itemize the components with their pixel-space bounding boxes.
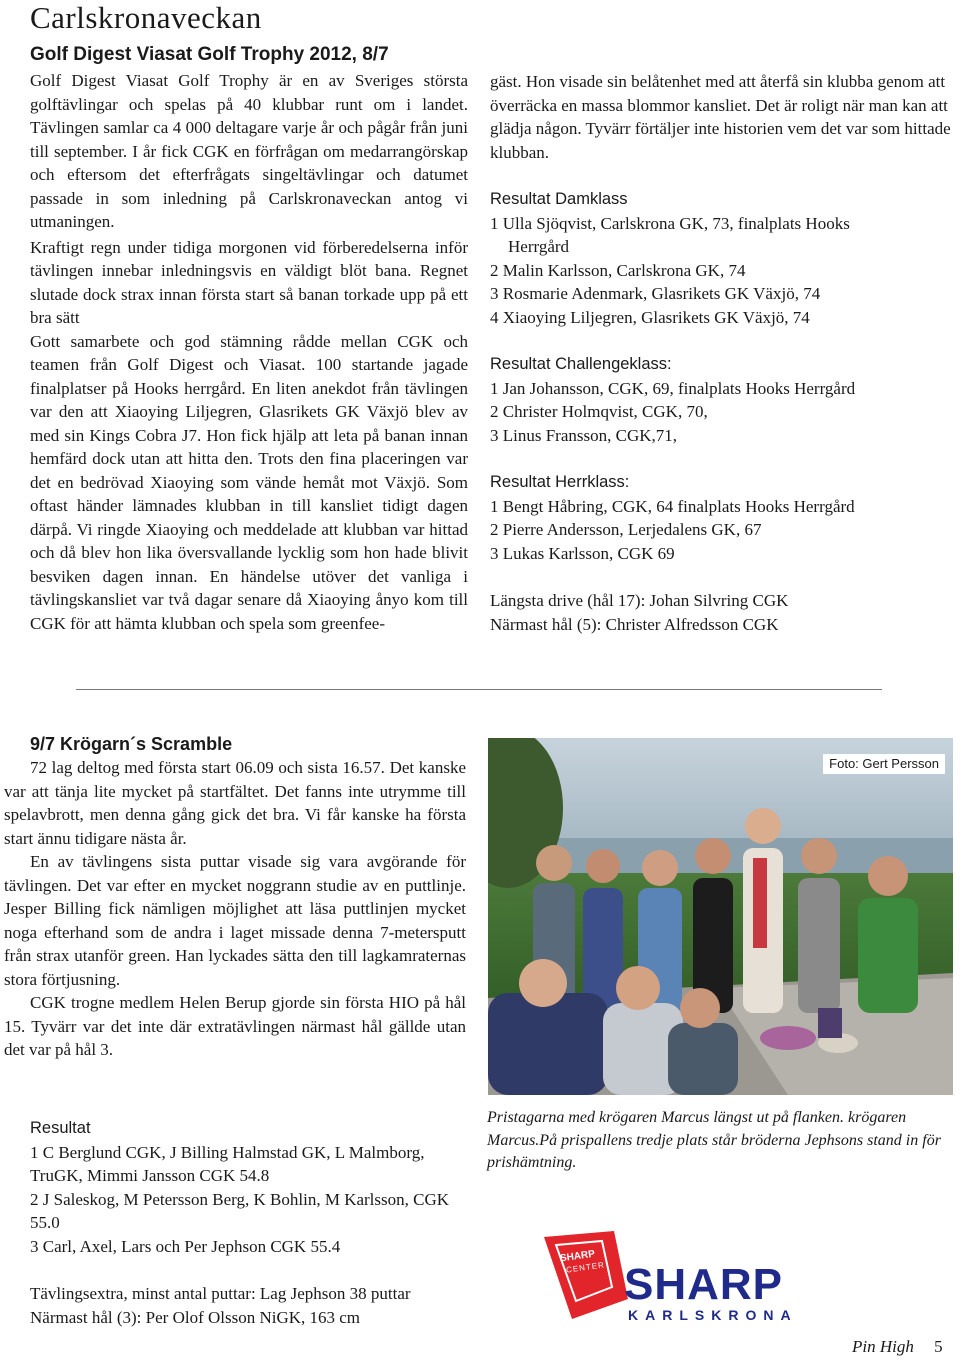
result-line: 3 Linus Fransson, CGK,71, — [490, 425, 678, 445]
publication-name: Pin High — [852, 1337, 914, 1356]
article-gdv-right-column — [490, 70, 952, 636]
article-scramble — [4, 732, 466, 1062]
paragraph: Kraftigt regn under tidiga morgonen vid förberedelserna inför tävlingen innebar inledningsvis en väldigt blöt bana. Regnet slutade dock strax innan första start så banan torkade upp på ett bra sätt — [30, 237, 468, 327]
extra-line: Tävlingsextra, minst antal puttar: Lag Jephson 38 puttar — [30, 1284, 411, 1303]
paragraph: 72 lag deltog med första start 06.09 och sista 16.57. Det kanske var att tänja lite mycket på startfältet. Det fanns inte utrymme till spelavbrott, men denna gång gick det bra. Vi får kanske ha första start ännu tidigare nästa år. — [4, 758, 466, 848]
paragraph: Golf Digest Viasat Golf Trophy är en av Sveriges största golftävlingar och spelas på 40 klubbar runt om i landet. Tävlingen samlar ca 4 000 deltagare varje år och pågår från juni till september. I år fick CGK en förfrågan om medarrangörskap och eftersom det efterfrågats singeltävlingar och datumet passade in som inledning på Carlskronaveckan antog vi utmaningen. — [30, 71, 468, 231]
results-challengeklass — [490, 353, 952, 447]
photo-illustration — [488, 738, 953, 1095]
footer — [852, 1336, 943, 1358]
article-heading: Golf Digest Viasat Golf Trophy 2012, 8/7 — [30, 44, 389, 65]
result-line: 1 Jan Johansson, CGK, 69, finalplats Hooks Herrgård — [490, 378, 856, 398]
result-line: 2 Malin Karlsson, Carlskrona GK, 74 — [490, 260, 746, 280]
result-line: Herrgård — [508, 237, 570, 256]
result-line: 2 Christer Holmqvist, CGK, 70, — [490, 402, 708, 421]
city-wordmark: KARLSKRONA — [628, 1307, 798, 1323]
extra-line: Längsta drive (hål 17): Johan Silvring CGK — [490, 591, 789, 610]
result-line: 2 J Saleskog, M Petersson Berg, K Bohlin, M Karlsson, CGK 55.0 — [30, 1189, 450, 1232]
sharp-karlskrona-logo — [542, 1227, 832, 1327]
extra-line: Närmast hål (3): Per Olof Olsson NiGK, 163 cm — [30, 1307, 361, 1327]
result-line: 2 Pierre Andersson, Lerjedalens GK, 67 — [490, 520, 762, 539]
page-number: 5 — [934, 1337, 943, 1356]
results-heading: Resultat Damklass — [490, 190, 628, 208]
photo-credit: Foto: Gert Persson — [823, 754, 945, 774]
badge-line1: SHARP — [559, 1248, 596, 1265]
paragraph: CGK trogne medlem Helen Berup gjorde sin första HIO på hål 15. Tyvärr var det inte där extratävlingen närmast hål gällde utan det var på hål 3. — [4, 993, 466, 1059]
result-line: 1 Bengt Håbring, CGK, 64 finalplats Hooks Herrgård — [490, 496, 855, 516]
result-line: 4 Xiaoying Liljegren, Glasrikets GK Växjö, 74 — [490, 307, 810, 327]
results-herrklass — [490, 471, 952, 565]
photo-caption: Pristagarna med krögaren Marcus längst ut på flanken. krögaren Marcus.På prispallens tredje plats står bröderna Jephsons stand in för prishämtning. — [487, 1109, 941, 1171]
result-line: 3 Lukas Karlsson, CGK 69 — [490, 543, 675, 563]
prize-winners-photo — [488, 738, 953, 1095]
badge-line2: CENTER — [565, 1260, 606, 1275]
result-line: 3 Carl, Axel, Lars och Per Jephson CGK 55.4 — [30, 1236, 341, 1256]
article-gdv-left-column — [30, 42, 468, 635]
extra-line: Närmast hål (5): Christer Alfredsson CGK — [490, 614, 779, 634]
page-title: Carlskronaveckan — [30, 0, 262, 35]
results-heading: Resultat Herrklass: — [490, 473, 630, 491]
results-damklass — [490, 188, 952, 329]
section-divider — [76, 689, 882, 690]
scramble-results — [30, 1117, 470, 1329]
paragraph: Gott samarbete och god stämning rådde mellan CGK och teamen från Golf Digest och Viasat. 100 startande jagade finalplatser på Hooks herrgård. En liten anekdot från tävlingen var den att Xiaoying Liljegren, Glasrikets GK Växjö blev av med sin Kings Cobra J7. Hon fick hjälp att leta på banan innan hemfärd dock utan att hitta den. Trots den fina placeringen var det en bedrövad Xiaoying som vände hemåt mot Växjö. Som oftast händer lämnades klubban in till kansliet tidigt dagen därpå. Vi ringde Xiaoying och meddelade att klubban var hittad och då blev hon lika översvallande lycklig som hon hade blivit besviken dagen innan. En händelse utöver det vanliga i tävlingskansliet var två dagar senare då Xiaoying ånyo kom till CGK för att hämta klubban och spela som greenfee- — [30, 331, 468, 633]
extras — [490, 589, 952, 636]
paragraph: En av tävlingens sista puttar visade sig vara avgörande för tävlingen. Det var efter en mycket noggrann studie av en puttlinje. Jesper Billing fick nämligen möjlighet att läsa puttlinjen mycket noga efterhand som de andra i laget missade denna 7-metersputt från strax utanför green. Han lyckades sätta den till lagkamraternas stora förtjusning. — [4, 852, 466, 989]
brand-wordmark: SHARP — [624, 1260, 784, 1309]
article-heading: 9/7 Krögarn´s Scramble — [30, 734, 233, 754]
result-line: 1 Ulla Sjöqvist, Carlskrona GK, 73, finalplats Hooks — [490, 213, 850, 233]
result-line: 3 Rosmarie Adenmark, Glasrikets GK Växjö, 74 — [490, 284, 821, 303]
paragraph: gäst. Hon visade sin belåtenhet med att återfå sin klubba genom att överräcka en massa blommor kansliet. Det är roligt när man kan att glädja någon. Tyvärr förtäljer inte historien vem det var som hittade klubban. — [490, 72, 951, 162]
results-heading: Resultat Challengeklass: — [490, 355, 672, 373]
result-line: 1 C Berglund CGK, J Billing Halmstad GK, L Malmborg, TruGK, Mimmi Jansson CGK 54.8 — [30, 1142, 425, 1185]
results-heading: Resultat — [30, 1119, 91, 1137]
